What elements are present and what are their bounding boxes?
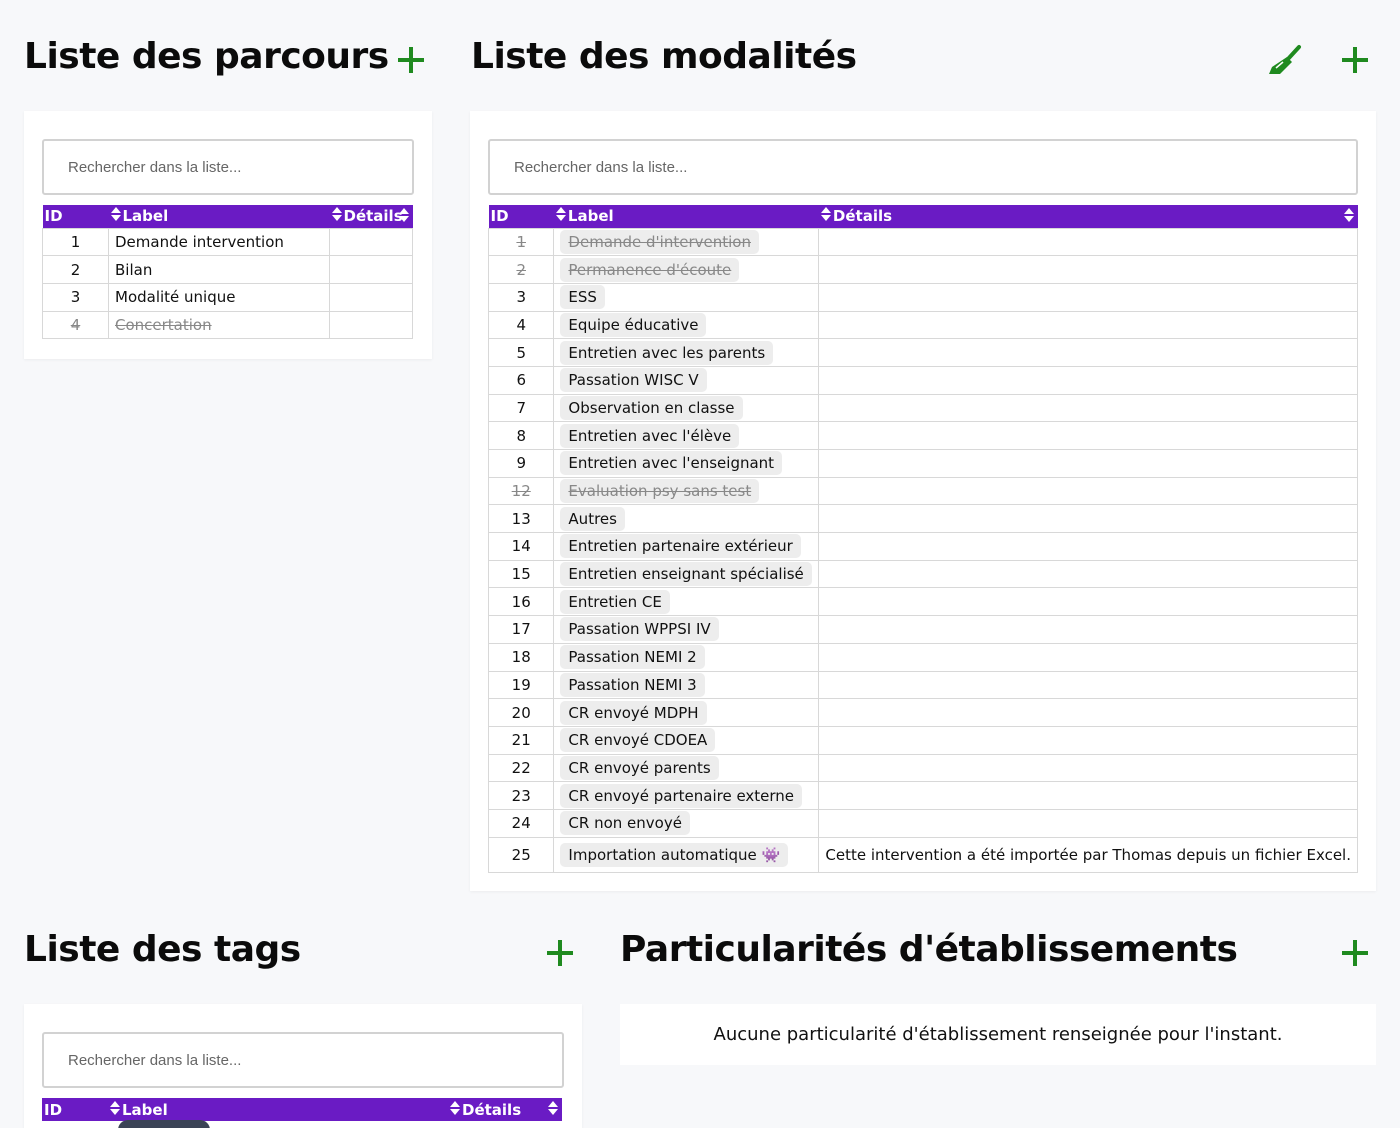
row-label-cell — [554, 616, 819, 644]
row-id: 15 — [489, 560, 554, 588]
row-details — [819, 228, 1358, 256]
particularites-title: Particularités d'établissements — [620, 929, 1238, 970]
modalites-header-label[interactable]: Label — [554, 205, 819, 228]
notification-toast[interactable] — [118, 1120, 210, 1128]
modalites-title: Liste des modalités — [471, 36, 857, 77]
row-id: 19 — [489, 671, 554, 699]
row-label-cell — [554, 754, 819, 782]
row-details — [819, 643, 1358, 671]
row-label-cell — [554, 339, 819, 367]
row-details — [819, 588, 1358, 616]
row-details — [819, 394, 1358, 422]
row-details — [819, 450, 1358, 478]
sort-icon — [332, 207, 342, 223]
row-label-cell — [109, 228, 330, 256]
row-label-cell — [554, 533, 819, 561]
row-label-cell — [554, 256, 819, 284]
row-label-cell — [554, 726, 819, 754]
row-label-cell — [554, 450, 819, 478]
modalites-search-input[interactable] — [488, 139, 1358, 195]
row-label-cell — [554, 477, 819, 505]
row-details — [819, 422, 1358, 450]
table-row[interactable] — [489, 228, 1358, 256]
row-id: 5 — [489, 339, 554, 367]
modalites-table — [488, 205, 1358, 873]
row-label[interactable]: Passation WPPSI IV — [560, 617, 718, 641]
table-row[interactable] — [43, 283, 413, 311]
row-label[interactable]: Bilan — [115, 260, 153, 279]
row-id: 1 — [43, 228, 109, 256]
row-id: 24 — [489, 809, 554, 837]
table-row[interactable] — [489, 588, 1358, 616]
row-label[interactable]: CR envoyé CDOEA — [560, 728, 715, 752]
row-id: 6 — [489, 366, 554, 394]
row-label-cell — [109, 311, 330, 339]
table-row[interactable] — [489, 754, 1358, 782]
table-row[interactable] — [489, 339, 1358, 367]
row-id: 25 — [489, 837, 554, 872]
parcours-header-id[interactable]: ID — [43, 205, 109, 228]
row-label[interactable]: Entretien enseignant spécialisé — [560, 562, 811, 586]
table-row[interactable] — [489, 422, 1358, 450]
row-label[interactable]: Entretien CE — [560, 590, 669, 614]
table-row[interactable] — [489, 782, 1358, 810]
row-label-cell — [554, 394, 819, 422]
row-label[interactable]: Concertation — [115, 315, 212, 334]
table-row[interactable] — [489, 283, 1358, 311]
tags-header-id[interactable]: ID — [42, 1098, 108, 1121]
row-id: 1 — [489, 228, 554, 256]
row-details — [819, 809, 1358, 837]
add-particularite-button[interactable] — [1342, 940, 1368, 966]
row-label[interactable]: Demande d'intervention — [560, 230, 759, 254]
row-label[interactable]: Evaluation psy sans test — [560, 479, 759, 503]
sort-icon — [548, 1101, 558, 1117]
row-id: 14 — [489, 533, 554, 561]
row-id: 7 — [489, 394, 554, 422]
row-label[interactable]: CR envoyé MDPH — [560, 701, 706, 725]
row-details — [819, 671, 1358, 699]
parcours-card — [24, 111, 432, 359]
table-row[interactable] — [489, 809, 1358, 837]
table-row[interactable] — [43, 256, 413, 284]
row-label-cell — [554, 560, 819, 588]
row-details — [819, 726, 1358, 754]
row-id: 9 — [489, 450, 554, 478]
broom-icon[interactable] — [1266, 43, 1306, 77]
row-id: 2 — [43, 256, 109, 284]
table-row[interactable] — [489, 311, 1358, 339]
table-row[interactable] — [489, 837, 1358, 872]
table-row[interactable] — [489, 699, 1358, 727]
add-tag-button[interactable] — [547, 940, 573, 966]
table-row[interactable] — [489, 533, 1358, 561]
row-label[interactable]: Demande intervention — [115, 232, 284, 251]
row-label[interactable]: Autres — [560, 507, 625, 531]
row-label-cell — [554, 228, 819, 256]
add-modalite-button[interactable] — [1342, 47, 1368, 73]
row-details — [819, 366, 1358, 394]
table-row[interactable] — [489, 616, 1358, 644]
modalites-header-details[interactable]: Détails — [819, 205, 1358, 228]
sort-icon — [821, 207, 831, 223]
row-id: 18 — [489, 643, 554, 671]
row-details — [819, 782, 1358, 810]
row-label[interactable]: Observation en classe — [560, 396, 742, 420]
table-row[interactable] — [489, 394, 1358, 422]
row-label-cell — [554, 782, 819, 810]
row-label[interactable]: Equipe éducative — [560, 313, 706, 337]
row-id: 12 — [489, 477, 554, 505]
row-label[interactable]: Modalité unique — [115, 288, 236, 307]
table-row[interactable] — [489, 643, 1358, 671]
parcours-header-details[interactable]: Détails — [330, 205, 413, 228]
row-details — [330, 256, 413, 284]
modalites-card — [470, 111, 1376, 891]
row-details — [819, 699, 1358, 727]
row-details — [819, 339, 1358, 367]
row-id: 17 — [489, 616, 554, 644]
table-row[interactable] — [489, 450, 1358, 478]
row-label[interactable]: CR envoyé parents — [560, 756, 718, 780]
particularites-empty-card — [620, 1004, 1376, 1065]
parcours-table — [42, 205, 413, 339]
row-details — [819, 477, 1358, 505]
table-row[interactable] — [489, 560, 1358, 588]
row-label[interactable]: Permanence d'écoute — [560, 258, 739, 282]
row-id: 8 — [489, 422, 554, 450]
row-id: 21 — [489, 726, 554, 754]
row-details — [819, 256, 1358, 284]
row-label[interactable]: Entretien avec l'enseignant — [560, 451, 782, 475]
row-label[interactable]: ESS — [560, 285, 605, 309]
row-label-cell — [554, 588, 819, 616]
sort-icon — [110, 1101, 120, 1117]
row-label[interactable]: Entretien partenaire extérieur — [560, 534, 800, 558]
row-label-cell — [554, 366, 819, 394]
row-label-cell — [554, 311, 819, 339]
row-label-cell — [554, 505, 819, 533]
tags-header-label[interactable]: Label — [108, 1098, 448, 1121]
empty-message: Aucune particularité d'établissement renseignée pour l'instant. — [713, 1024, 1283, 1045]
row-details — [819, 283, 1358, 311]
sort-icon — [399, 208, 409, 224]
row-details — [819, 311, 1358, 339]
row-label-cell — [554, 671, 819, 699]
parcours-header-label[interactable]: Label — [109, 205, 330, 228]
sort-icon — [1344, 208, 1354, 224]
row-label-cell — [554, 643, 819, 671]
row-label[interactable]: Passation NEMI 2 — [560, 645, 704, 669]
table-row[interactable] — [489, 366, 1358, 394]
tags-table — [42, 1098, 562, 1121]
modalites-header-id[interactable]: ID — [489, 205, 554, 228]
row-id: 13 — [489, 505, 554, 533]
table-row[interactable] — [489, 726, 1358, 754]
tags-search-input[interactable] — [42, 1032, 564, 1088]
parcours-search-input[interactable] — [42, 139, 414, 195]
table-row[interactable] — [489, 477, 1358, 505]
row-label-cell — [109, 256, 330, 284]
tags-header-details[interactable]: Détails — [448, 1098, 562, 1121]
row-id: 20 — [489, 699, 554, 727]
row-label[interactable]: CR non envoyé — [560, 811, 690, 835]
row-id: 4 — [43, 311, 109, 339]
row-label[interactable]: Entretien avec les parents — [560, 341, 773, 365]
row-details: Cette intervention a été importée par Thomas depuis un fichier Excel. — [819, 837, 1358, 872]
row-details — [330, 283, 413, 311]
parcours-title: Liste des parcours — [24, 36, 389, 77]
row-label-cell — [554, 809, 819, 837]
table-row[interactable] — [43, 311, 413, 339]
table-row[interactable] — [43, 228, 413, 256]
row-details — [819, 533, 1358, 561]
row-details — [330, 311, 413, 339]
row-details — [819, 560, 1358, 588]
add-parcours-button[interactable] — [398, 47, 424, 73]
row-label-cell — [554, 283, 819, 311]
row-label[interactable]: CR envoyé partenaire externe — [560, 784, 802, 808]
row-label[interactable]: Passation NEMI 3 — [560, 673, 704, 697]
row-id: 3 — [43, 283, 109, 311]
tags-card — [24, 1004, 582, 1128]
table-row[interactable] — [489, 505, 1358, 533]
row-details — [819, 505, 1358, 533]
row-id: 2 — [489, 256, 554, 284]
row-details — [819, 616, 1358, 644]
row-id: 22 — [489, 754, 554, 782]
row-id: 4 — [489, 311, 554, 339]
sort-icon — [111, 207, 121, 223]
sort-icon — [556, 207, 566, 223]
row-label[interactable]: Passation WISC V — [560, 368, 706, 392]
row-label-cell — [554, 699, 819, 727]
row-label[interactable]: Entretien avec l'élève — [560, 424, 739, 448]
table-row[interactable] — [489, 671, 1358, 699]
row-id: 16 — [489, 588, 554, 616]
row-details — [819, 754, 1358, 782]
row-label[interactable]: Importation automatique 👾 — [560, 843, 788, 867]
row-details — [330, 228, 413, 256]
row-id: 23 — [489, 782, 554, 810]
row-label-cell — [554, 837, 819, 872]
row-label-cell — [554, 422, 819, 450]
row-id: 3 — [489, 283, 554, 311]
table-row[interactable] — [489, 256, 1358, 284]
row-label-cell — [109, 283, 330, 311]
tags-title: Liste des tags — [24, 929, 301, 970]
sort-icon — [450, 1101, 460, 1117]
